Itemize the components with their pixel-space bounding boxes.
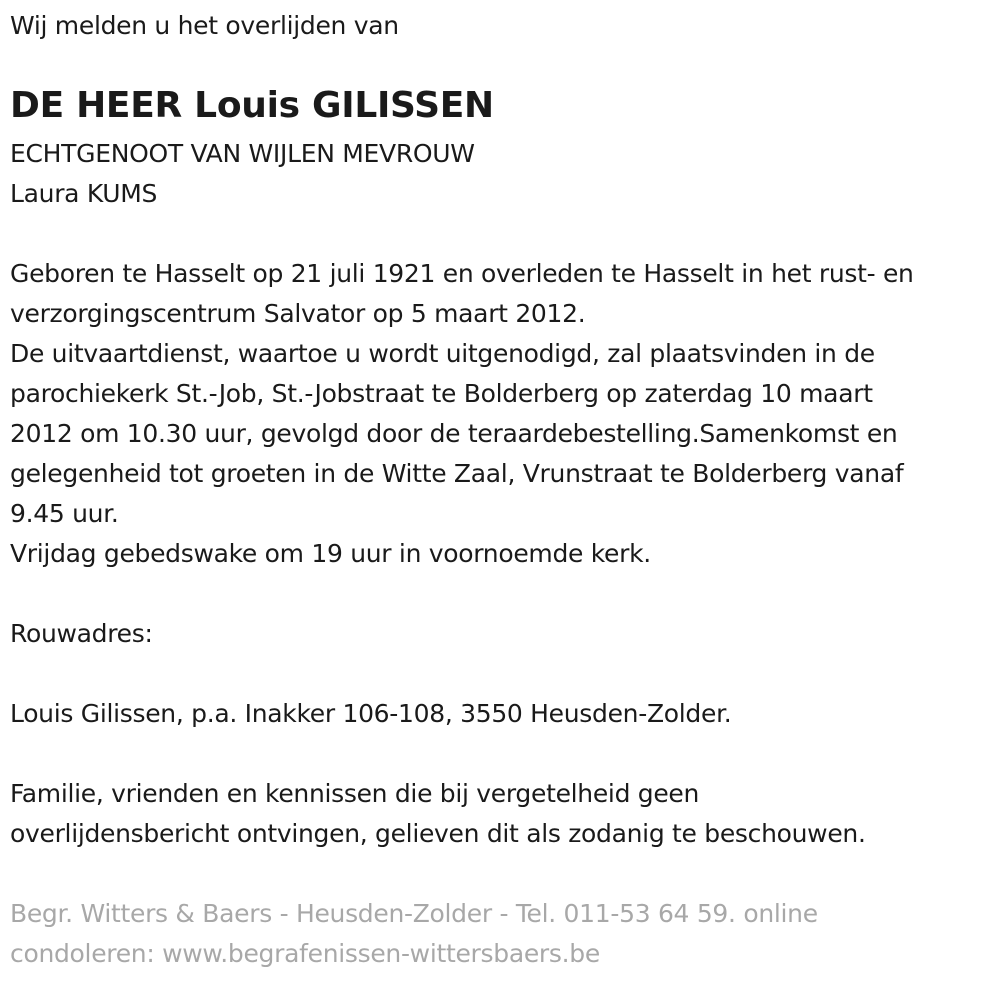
body-line: parochiekerk St.-Job, St.-Jobstraat te Bolderberg op zaterdag 10 maart: [10, 379, 873, 408]
body-line: Geboren te Hasselt op 21 juli 1921 en overleden te Hasselt in het rust- en: [10, 259, 914, 288]
footer-line: Begr. Witters & Baers - Heusden-Zolder - Tel. 011-53 64 59. online: [10, 899, 818, 928]
notice-line: Familie, vrienden en kennissen die bij vergetelheid geen: [10, 779, 700, 808]
spouse-block: [10, 134, 475, 214]
footer-line: condoleren: www.begrafenissen-wittersbaers.be: [10, 939, 600, 968]
body-line: 9.45 uur.: [10, 499, 119, 528]
spouse-line-1: ECHTGENOOT VAN WIJLEN MEVROUW: [10, 139, 475, 168]
deceased-name: DE HEER Louis GILISSEN: [10, 85, 494, 126]
funeral-home-footer: [10, 894, 818, 974]
body-line: De uitvaartdienst, waartoe u wordt uitgenodigd, zal plaatsvinden in de: [10, 339, 875, 368]
body-line: gelegenheid tot groeten in de Witte Zaal, Vrunstraat te Bolderberg vanaf: [10, 459, 904, 488]
spouse-line-2: Laura KUMS: [10, 179, 158, 208]
body-line: Vrijdag gebedswake om 19 uur in voornoemde kerk.: [10, 539, 651, 568]
ceremony-details: [10, 254, 914, 574]
rouwadres-label: Rouwadres:: [10, 619, 153, 648]
notice-line: overlijdensbericht ontvingen, gelieven dit als zodanig te beschouwen.: [10, 819, 866, 848]
body-line: 2012 om 10.30 uur, gevolgd door de teraardebestelling.Samenkomst en: [10, 419, 898, 448]
intro-line: Wij melden u het overlijden van: [10, 11, 399, 40]
rouwadres-address: Louis Gilissen, p.a. Inakker 106-108, 3550 Heusden-Zolder.: [10, 699, 732, 728]
notice-block: [10, 774, 866, 854]
body-line: verzorgingscentrum Salvator op 5 maart 2012.: [10, 299, 586, 328]
